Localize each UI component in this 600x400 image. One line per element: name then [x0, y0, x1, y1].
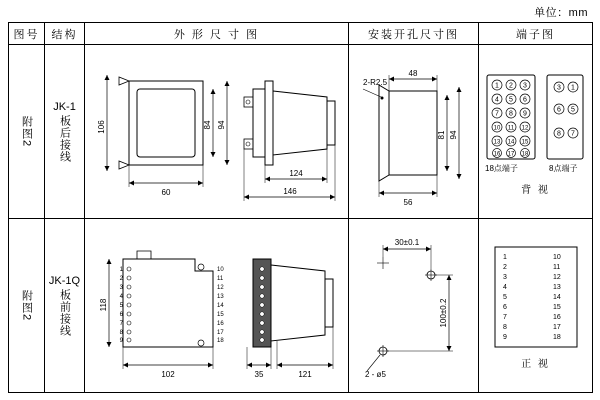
terminal-view-caption-2: 正 视: [521, 359, 550, 370]
cell-structure-1: [45, 45, 85, 219]
svg-text:124: 124: [289, 169, 303, 178]
model-label-1: JK-1: [53, 100, 76, 113]
structure-label-2: 板前接线: [58, 288, 71, 337]
terminal-right-caption-1: 8点端子: [549, 164, 578, 173]
table-row: [9, 219, 593, 393]
header-outline: 外 形 尺 寸 图: [85, 23, 349, 45]
header-terminal: 端子图: [479, 23, 593, 45]
svg-text:12: 12: [521, 125, 529, 132]
svg-text:1: 1: [495, 82, 499, 90]
table-header: [9, 23, 593, 45]
svg-text:11: 11: [507, 125, 515, 132]
svg-text:118: 118: [99, 298, 108, 312]
svg-text:14: 14: [507, 139, 515, 146]
svg-text:5: 5: [509, 96, 513, 104]
svg-text:94: 94: [449, 130, 458, 140]
svg-text:6: 6: [119, 312, 123, 318]
svg-text:15: 15: [217, 312, 224, 318]
svg-text:2: 2: [503, 264, 507, 271]
svg-text:8: 8: [119, 330, 123, 336]
svg-text:2: 2: [119, 276, 123, 282]
svg-text:6: 6: [523, 96, 527, 104]
cell-mounting-2: [349, 219, 479, 393]
table-body: [9, 45, 593, 393]
svg-text:1: 1: [503, 254, 507, 261]
svg-text:12: 12: [217, 285, 224, 291]
svg-text:8: 8: [503, 324, 507, 331]
terminal-left-caption-1: 18点端子: [485, 164, 518, 173]
svg-text:2 - ø5: 2 - ø5: [365, 370, 386, 379]
svg-text:10: 10: [493, 125, 501, 132]
cell-terminal-2: [479, 219, 593, 393]
svg-text:17: 17: [507, 151, 515, 158]
svg-text:10: 10: [553, 254, 561, 261]
svg-text:9: 9: [503, 334, 507, 341]
svg-text:2: 2: [509, 82, 513, 90]
svg-text:6: 6: [557, 106, 561, 114]
svg-text:81: 81: [437, 130, 446, 140]
svg-text:17: 17: [553, 324, 561, 331]
svg-text:7: 7: [495, 110, 499, 118]
cell-outline-2: [85, 219, 349, 393]
svg-text:48: 48: [408, 69, 418, 78]
svg-text:7: 7: [571, 130, 575, 138]
header-row: [9, 23, 593, 45]
outline-drawing-2: [85, 219, 348, 392]
svg-text:16: 16: [493, 151, 501, 158]
svg-text:3: 3: [119, 285, 123, 291]
svg-text:17: 17: [217, 330, 224, 336]
svg-text:8: 8: [557, 130, 561, 138]
svg-text:60: 60: [161, 188, 171, 197]
svg-text:16: 16: [553, 314, 561, 321]
unit-note: 单位：mm: [534, 7, 588, 19]
table-row: [9, 45, 593, 219]
svg-text:16: 16: [217, 321, 224, 327]
mounting-drawing-1: [349, 45, 478, 218]
cell-fig-no-2: [9, 219, 45, 393]
dim-front-height-left: 106: [97, 120, 106, 134]
svg-text:18: 18: [521, 151, 529, 158]
svg-text:6: 6: [503, 304, 507, 311]
svg-text:12: 12: [553, 274, 561, 281]
svg-text:84: 84: [203, 120, 212, 130]
svg-text:56: 56: [403, 198, 413, 207]
svg-text:11: 11: [553, 264, 561, 271]
svg-text:102: 102: [161, 370, 175, 379]
svg-text:30±0.1: 30±0.1: [394, 238, 420, 247]
mounting-drawing-2: [349, 219, 478, 392]
model-label-2: JK-1Q: [48, 274, 81, 287]
svg-text:7: 7: [119, 321, 123, 327]
svg-text:3: 3: [557, 84, 561, 92]
svg-text:13: 13: [553, 284, 561, 291]
svg-text:100±0.2: 100±0.2: [439, 298, 448, 328]
svg-text:3: 3: [523, 82, 527, 90]
svg-text:15: 15: [553, 304, 561, 311]
cell-structure-2: [45, 219, 85, 393]
header-mounting: 安装开孔尺寸图: [349, 23, 479, 45]
svg-text:94: 94: [217, 120, 226, 130]
svg-text:18: 18: [217, 338, 224, 344]
svg-text:121: 121: [298, 370, 312, 379]
svg-text:5: 5: [503, 294, 507, 301]
svg-text:13: 13: [217, 294, 224, 300]
svg-text:5: 5: [571, 106, 575, 114]
svg-text:10: 10: [217, 267, 224, 273]
svg-text:4: 4: [495, 96, 499, 104]
svg-text:9: 9: [523, 110, 527, 118]
cell-fig-no-1: [9, 45, 45, 219]
cell-outline-1: [85, 45, 349, 219]
cell-terminal-1: [479, 45, 593, 219]
outline-drawing-1: [85, 45, 348, 218]
terminal-view-caption-1: 背 视: [521, 185, 550, 196]
terminal-drawing-2: [479, 219, 592, 392]
svg-text:13: 13: [493, 139, 501, 146]
svg-text:35: 35: [254, 370, 264, 379]
header-fig-no: 图号: [9, 23, 45, 45]
structure-label-1: 板后接线: [58, 114, 71, 163]
svg-text:18: 18: [553, 334, 561, 341]
cell-mounting-1: [349, 45, 479, 219]
fig-no-label-1: 附图2: [20, 115, 33, 148]
svg-text:15: 15: [521, 139, 529, 146]
svg-text:4: 4: [119, 294, 123, 300]
svg-text:3: 3: [503, 274, 507, 281]
svg-text:146: 146: [283, 187, 297, 196]
terminal-drawing-1: [479, 45, 592, 218]
svg-text:7: 7: [503, 314, 507, 321]
svg-text:14: 14: [553, 294, 561, 301]
svg-text:9: 9: [119, 338, 123, 344]
svg-text:4: 4: [503, 284, 507, 291]
svg-text:8: 8: [509, 110, 513, 118]
svg-text:14: 14: [217, 303, 224, 309]
fig-no-label-2: 附图2: [20, 289, 33, 322]
svg-text:1: 1: [571, 84, 575, 92]
svg-text:5: 5: [119, 303, 123, 309]
svg-text:2-R2.5: 2-R2.5: [363, 78, 388, 87]
svg-text:1: 1: [119, 267, 123, 273]
dimension-table: [8, 22, 593, 393]
header-structure: 结构: [45, 23, 85, 45]
svg-text:11: 11: [217, 276, 224, 282]
